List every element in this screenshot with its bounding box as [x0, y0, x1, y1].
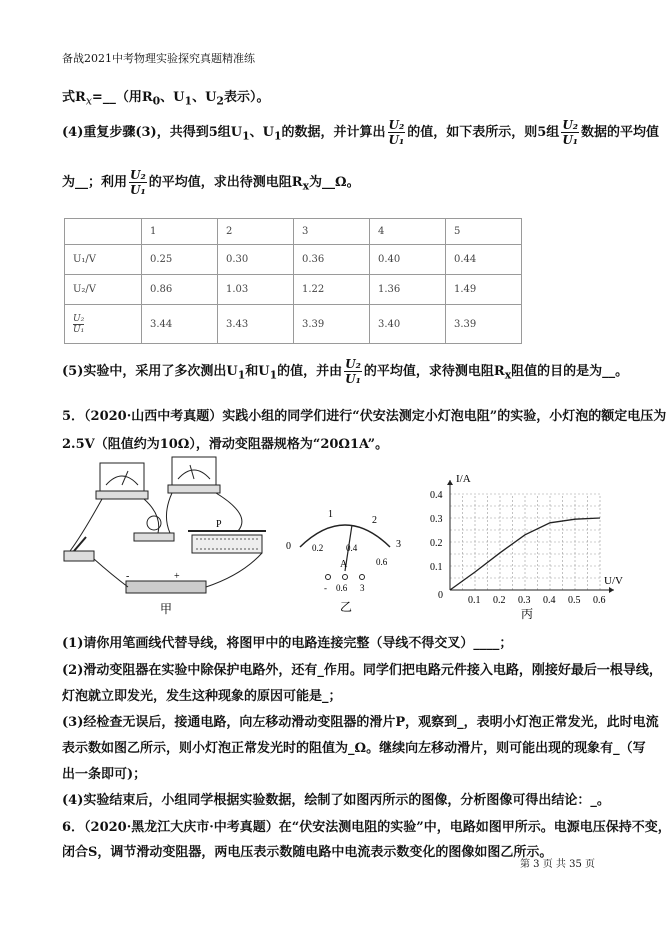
question-3-line-2: 表示数如图乙所示，则小灯泡正常发光时的阻值为_Ω。继续向左移动滑片，则可能出现的现象有_（写 — [62, 741, 646, 756]
switch-icon — [64, 537, 94, 561]
svg-text:P: P — [216, 519, 222, 530]
table-header-row: 1 2 3 4 5 — [65, 219, 522, 245]
step5-line: (5)实验中，采用了多次测出$U_1$和$U_1$的值，并由 $\frac{\text{U₂}}{\text{U₁}}$ 的平均值，求待测电阻$R_x$阻值的目的是为__。 — [62, 357, 629, 386]
ammeter-icon — [168, 457, 220, 493]
svg-text:+: + — [174, 571, 180, 582]
ratio-fraction: $\frac{\text{U₂}}{\text{U₁}}$ — [562, 118, 579, 147]
page-number: 第 3 页 共 35 页 — [520, 859, 595, 870]
question5-line-2: 2.5V（阻值约为10Ω），滑动变阻器规格为“20Ω1A”。 — [62, 437, 389, 452]
origin-label: 0 — [438, 590, 443, 601]
question-6-line-2: 闭合S，调节滑动变阻器，两电压表示数随电路中电流表示数变化的图像如图乙所示。 — [62, 845, 553, 860]
svg-text:1: 1 — [328, 509, 333, 520]
x-tick-label: 0.2 — [493, 595, 506, 606]
step4-line: (4)重复步骤(3)，共得到5组$U_1$、$U_1$的数据，并计算出 $\frac{\text{U₂}}{\text{U₁}}$ 的值，如下表所示，则5组 $\frac{\text{U₂}}{\text{U₁}}$ 数据的平均值 — [62, 118, 660, 147]
ammeter-dial — [282, 505, 412, 615]
y-axis-label: I/A — [456, 473, 471, 485]
svg-text:0.2: 0.2 — [312, 543, 324, 553]
rheostat-icon — [188, 519, 266, 553]
table-row: U₂/V 0.86 1.03 1.22 1.36 1.49 — [65, 275, 522, 305]
svg-text:乙: 乙 — [340, 600, 353, 614]
svg-text:3: 3 — [360, 583, 365, 593]
question-4: (4)实验结束后，小组同学根据实验数据，绘制了如图丙所示的图像，分析图像可得出结论：_。 — [62, 793, 610, 808]
data-table — [64, 218, 522, 344]
svg-text:0: 0 — [286, 541, 291, 552]
step4-line-2: 为__；利用 $\frac{\text{U₂}}{\text{U₁}}$ 的平均值，求出待测电阻$R_x$为__Ω。 — [62, 168, 360, 197]
x-tick-label: 0.6 — [593, 595, 606, 606]
question5-line-1: 5．（2020·山西中考真题）实践小组的同学们进行“伏安法测定小灯泡电阻”的实验，小灯泡的额定电压为 — [62, 409, 667, 424]
table-row: U₁/V 0.25 0.30 0.36 0.40 0.44 — [65, 245, 522, 275]
circuit-figure — [62, 455, 282, 615]
question-2-line-2: 灯泡就立即发光，发生这种现象的原因可能是_； — [62, 689, 342, 704]
svg-text:2: 2 — [372, 515, 377, 526]
ratio-fraction: $\frac{\text{U₂}}{\text{U₁}}$ — [345, 357, 361, 386]
table-row: $\frac{\text{U₂}}{\text{U₁}}$ 3.44 3.43 3.39 3.40 3.39 — [65, 305, 522, 344]
question-1: (1)请你用笔画线代替导线，将图甲中的电路连接完整（导线不得交叉）____； — [62, 636, 513, 651]
svg-text:0.6: 0.6 — [336, 583, 348, 593]
ratio-fraction: $\frac{\text{U₂}}{\text{U₁}}$ — [388, 118, 405, 147]
svg-text:-: - — [324, 583, 327, 593]
y-tick-label: 0.2 — [430, 538, 443, 549]
figure-label: 丙 — [521, 607, 534, 621]
question-2-line-1: (2)滑动变阻器在实验中除保护电路外，还有_作用。同学们把电路元件接入电路，刚接好最后一根导线， — [62, 663, 662, 678]
x-tick-label: 0.1 — [468, 595, 481, 606]
question-6-line-1: 6．（2020·黑龙江大庆市·中考真题）在“伏安法测电阻的实验”中，电路如图甲所示。电源电压保持不变， — [62, 820, 671, 835]
svg-text:甲: 甲 — [160, 602, 173, 616]
voltmeter-icon — [96, 463, 148, 499]
ratio-fraction: $\frac{\text{U₂}}{\text{U₁}}$ — [130, 168, 146, 197]
svg-text:-: - — [126, 571, 130, 582]
y-tick-label: 0.3 — [430, 514, 443, 525]
svg-text:0.4: 0.4 — [346, 543, 358, 553]
battery-icon — [126, 571, 206, 593]
formula-line: 式$R_x=\_\_$（用$R_0$、$U_1$、$U_2$表示）。 — [62, 90, 270, 108]
svg-text:0.6: 0.6 — [376, 557, 388, 567]
question-3-line-3: 出一条即可)； — [62, 767, 147, 782]
question-3-line-1: (3)经检查无误后，接通电路，向左移动滑动变阻器的滑片P，观察到_，表明小灯泡正常发光，此时电流 — [62, 715, 659, 730]
y-tick-label: 0.4 — [430, 490, 443, 501]
x-tick-label: 0.5 — [568, 595, 581, 606]
x-axis-arrow — [609, 587, 614, 593]
y-tick-label: 0.1 — [430, 562, 443, 573]
page-header: 备战2021中考物理实验探究真题精准练 — [62, 52, 255, 65]
x-tick-label: 0.3 — [518, 595, 531, 606]
x-axis-label: U/V — [604, 575, 623, 587]
svg-text:3: 3 — [396, 539, 401, 550]
svg-text:A: A — [340, 559, 348, 570]
y-axis-arrow — [447, 480, 453, 485]
iu-graph — [420, 470, 623, 621]
x-tick-label: 0.4 — [543, 595, 556, 606]
